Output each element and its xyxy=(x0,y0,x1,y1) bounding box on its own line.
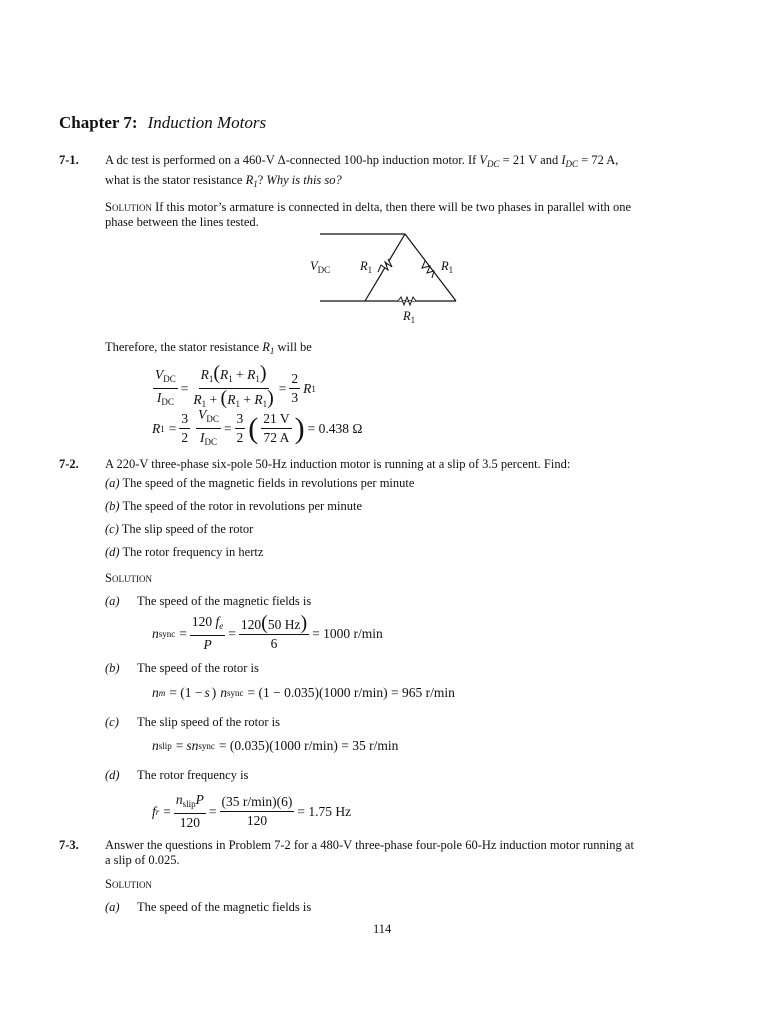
nsync-result: = 1000 r/min xyxy=(312,625,383,641)
r1-label-left: $R_1$ xyxy=(360,259,373,275)
equation-nsync: n sync = $\frac{120 f_e}{P}$ = $\frac{120(50 Hz)}{6}$ = 1000 r/min xyxy=(152,612,383,652)
problem-number-7-3: 7-3. xyxy=(59,838,79,852)
therefore-text xyxy=(105,340,312,356)
fraction: $\frac{2}{3}$ xyxy=(291,371,299,405)
problem-7-1-line2 xyxy=(105,173,342,189)
problem-7-3-line2: a slip of 0.025. xyxy=(105,853,180,867)
r1-label-bottom: $R_1$ xyxy=(403,309,416,325)
nslip-result: = (0.035)(1000 r/min) = 35 r/min xyxy=(218,738,399,753)
equation-fr: f r = $\frac{n_{slip}P}{120}$ = $\frac{(35 r/\min)(6)}{120}$ = 1.75 Hz xyxy=(152,792,352,830)
text: A dc test is performed on a 460-V Δ-connected 100-hp induction motor. If xyxy=(105,153,480,167)
text: = 21 V and xyxy=(499,153,562,167)
fr-result: = 1.75 Hz xyxy=(297,803,352,819)
part-label: (a) xyxy=(105,900,120,914)
page-number: 114 xyxy=(373,922,392,936)
vdc-label: $V_{DC}$ xyxy=(310,259,331,275)
chapter-title: Induction Motors xyxy=(147,113,267,132)
why-question: Why is this so? xyxy=(266,173,342,187)
item-text: The speed of the rotor in revolutions per minute xyxy=(122,499,363,513)
part-label: (a) xyxy=(105,594,120,608)
item-text: The slip speed of the rotor xyxy=(121,522,254,536)
item-label: (d) xyxy=(105,545,120,559)
text: what is the stator resistance xyxy=(105,173,246,187)
var-r1: $R_1$ xyxy=(245,173,258,189)
fraction: $\frac{V_{DC}}{I_{DC}}$ xyxy=(155,367,176,407)
part-label: (d) xyxy=(105,768,120,782)
part-label: (b) xyxy=(105,661,120,675)
fraction: $\frac{120(50 Hz)}{6}$ xyxy=(240,612,308,651)
problem-7-3-line1: Answer the questions in Problem 7-2 for a 480-V three-phase four-pole 60-Hz induction motor running at xyxy=(105,838,634,852)
part-a-text: The speed of the magnetic fields is xyxy=(137,900,312,914)
fraction: $\frac{3}{2}$ xyxy=(181,411,189,445)
part-d-text: The rotor frequency is xyxy=(137,768,249,782)
equation-r1-result: R 1 = $\frac{3}{2}$ $\frac{V_{DC}}{I_{DC}}$ = $\frac{3}{2}$ ( $\frac{21 V}{72 A}$ ) = 0.438 Ω xyxy=(152,407,362,450)
var-r1: $R_1$ xyxy=(262,340,275,356)
resistor-bottom xyxy=(398,297,416,305)
equation-nm: n m = (1 − s ) n sync = (1 − 0.035)(1000 r/min) = 965 r/min xyxy=(152,685,455,700)
equation-vdc-idc: $\frac{V_{DC}}{I_{DC}}$ = $\frac{R_1(R_1 + R_1)}{R_1 + (R_1 + R_1)}$ = $\frac{2}{3}$ R 1 xyxy=(150,365,316,412)
fraction: $\frac{120 f_e}{P}$ xyxy=(191,614,224,652)
chapter-heading xyxy=(59,113,266,133)
fraction: $\frac{21 V}{72 A}$ xyxy=(263,411,290,445)
question-item xyxy=(105,476,414,491)
fraction: $\frac{n_{slip}P}{120}$ xyxy=(175,792,204,830)
var-vdc: $V_{DC}$ xyxy=(479,153,500,169)
r1-result: = 0.438 Ω xyxy=(307,420,363,436)
problem-7-2-intro: A 220-V three-phase six-pole 50-Hz induction motor is running at a slip of 3.5 percent. Find: xyxy=(105,457,571,471)
solution-label: Solution xyxy=(105,877,152,891)
problem-7-1-line1 xyxy=(105,153,618,169)
var-idc: $I_{DC}$ xyxy=(561,153,579,169)
solution-label: Solution xyxy=(105,200,152,214)
item-label: (b) xyxy=(105,499,120,513)
equation-nslip: n slip = sn sync = (0.035)(1000 r/min) = 35 r/min xyxy=(152,738,399,753)
part-c-text: The slip speed of the rotor is xyxy=(137,715,281,729)
item-label: (a) xyxy=(105,476,120,490)
text: Therefore, the stator resistance xyxy=(105,340,263,354)
text: = 72 A, xyxy=(578,153,619,167)
question-item xyxy=(105,545,263,560)
problem-number-7-1: 7-1. xyxy=(59,153,79,167)
nm-result: = (1 − 0.035)(1000 r/min) = 965 r/min xyxy=(247,685,455,700)
text: will be xyxy=(274,340,312,354)
text: ? xyxy=(257,173,267,187)
r1-label-right: $R_1$ xyxy=(441,259,454,275)
fraction: $\frac{3}{2}$ xyxy=(236,411,244,445)
chapter-colon: : xyxy=(131,113,138,132)
part-label: (c) xyxy=(105,715,119,729)
solution-7-1-text xyxy=(105,200,631,215)
delta-circuit-diagram xyxy=(300,228,480,328)
solution-7-1-text2: phase between the lines tested. xyxy=(105,215,259,229)
part-a-text: The speed of the magnetic fields is xyxy=(137,594,312,608)
item-label: (c) xyxy=(105,522,119,536)
solution-label: Solution xyxy=(105,571,152,585)
part-b-text: The speed of the rotor is xyxy=(137,661,259,675)
item-text: The rotor frequency in hertz xyxy=(122,545,264,559)
text: If this motor’s armature is connected in delta, then there will be two phases in parallel with one xyxy=(151,200,632,214)
question-item xyxy=(105,522,253,537)
fraction: $\frac{R_1(R_1 + R_1)}{R_1 + (R_1 + R_1)}$ xyxy=(193,362,274,409)
fraction: $\frac{(35 r/\min)(6)}{120}$ xyxy=(221,794,293,828)
item-text: The speed of the magnetic fields in revolutions per minute xyxy=(122,476,415,490)
problem-number-7-2: 7-2. xyxy=(59,457,79,471)
fraction: $\frac{V_{DC}}{I_{DC}}$ xyxy=(198,407,219,447)
chapter-label: Chapter 7 xyxy=(59,113,132,132)
resistor-left xyxy=(378,259,392,272)
question-item xyxy=(105,499,362,514)
